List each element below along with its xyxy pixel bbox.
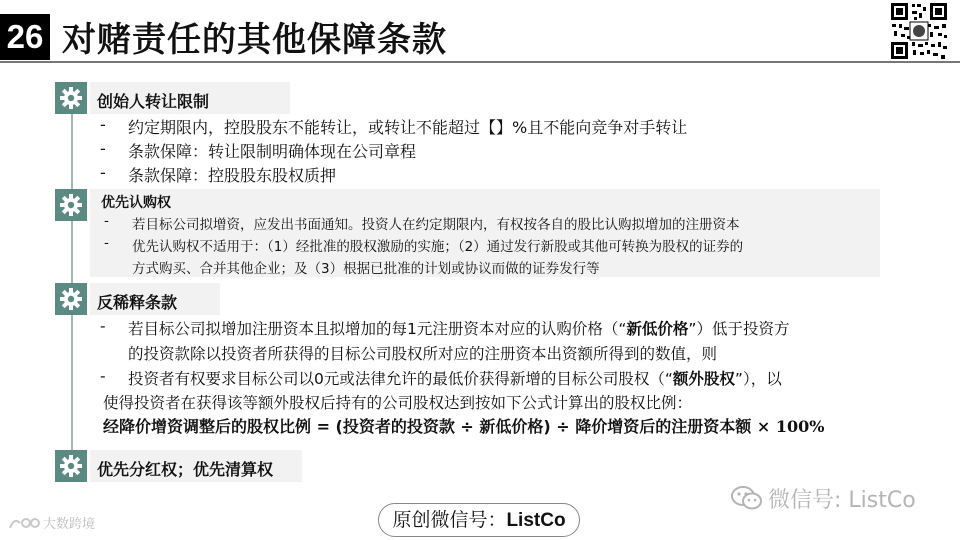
bullet-marker: -	[100, 163, 106, 182]
slide-number: 26	[0, 14, 50, 60]
bullet-text: 优先认购权不适用于：（1）经批准的股权激励的实施；（2）通过发行新股或其他可转换为股权的证券的	[132, 239, 744, 255]
section-title-founder-transfer: 创始人转让限制	[97, 92, 210, 111]
bullet-marker: -	[100, 139, 106, 158]
slide-title: 对赌责任的其他保障条款	[62, 20, 447, 60]
qr-code	[888, 0, 950, 62]
gear-icon	[55, 283, 87, 315]
header-divider	[0, 61, 960, 63]
bullet-text: 若目标公司拟增资，应发出书面通知。投资人在约定期限内，有权按各自的股比认购拟增加的注册资本	[132, 217, 740, 233]
bullet-marker: -	[100, 115, 106, 134]
equity-ratio-formula: 经降价增资调整后的股权比例 = (投资者的投资款 ÷ 新低价格) ÷ 降价增资后的注册资本额 × 100%	[103, 417, 825, 436]
bullet-text: 约定期限内，控股股东不能转让，或转让不能超过【】%且不能向竞争对手转让	[128, 118, 688, 137]
brand-logo-icon	[8, 515, 40, 531]
bullet-text: 条款保障：控股股东股权质押	[128, 166, 337, 185]
section-title-priority-rights: 优先分红权；优先清算权	[97, 460, 274, 479]
gear-icon	[55, 189, 87, 221]
bullet-marker: -	[100, 367, 106, 385]
wechat-icon	[730, 485, 764, 511]
bullet-text-continued: 的投资款除以投资者所获得的目标公司股权所对应的注册资本出资额所得到的数值，则	[128, 345, 718, 363]
section-title-anti-dilution: 反稀释条款	[97, 293, 178, 312]
bullet-marker: -	[104, 235, 109, 251]
bullet-text: 若目标公司拟增加注册资本且拟增加的每1元注册资本对应的认购价格（“新低价格”）低于投资方	[128, 320, 790, 338]
brand-watermark: 大数跨境	[8, 513, 95, 532]
bullet-text: 投资者有权要求目标公司以0元或法律允许的最低价获得新增的目标公司股权（“额外股权”），以	[128, 370, 782, 388]
bullet-text-continued: 方式购买、合并其他企业；及（3）根据已批准的计划或协议而做的证券发行等	[132, 261, 600, 277]
section-title-preemptive-right: 优先认购权	[101, 195, 171, 211]
footer-wechat-id: 原创微信号：ListCo	[378, 503, 580, 537]
gear-icon	[55, 450, 87, 482]
bullet-text-continued: 使得投资者在获得该等额外股权后持有的公司股权达到按如下公式计算出的股权比例：	[103, 394, 693, 412]
bullet-marker: -	[100, 317, 106, 335]
bullet-text: 条款保障：转让限制明确体现在公司章程	[128, 142, 417, 161]
gear-icon	[55, 82, 87, 114]
term-new-low-price: 新低价格	[626, 320, 689, 338]
slide-header	[0, 0, 960, 62]
timeline-line	[71, 94, 73, 466]
bullet-marker: -	[104, 213, 109, 229]
wechat-watermark: 微信号: ListCo	[730, 483, 916, 514]
term-extra-equity: 额外股权	[672, 370, 735, 388]
